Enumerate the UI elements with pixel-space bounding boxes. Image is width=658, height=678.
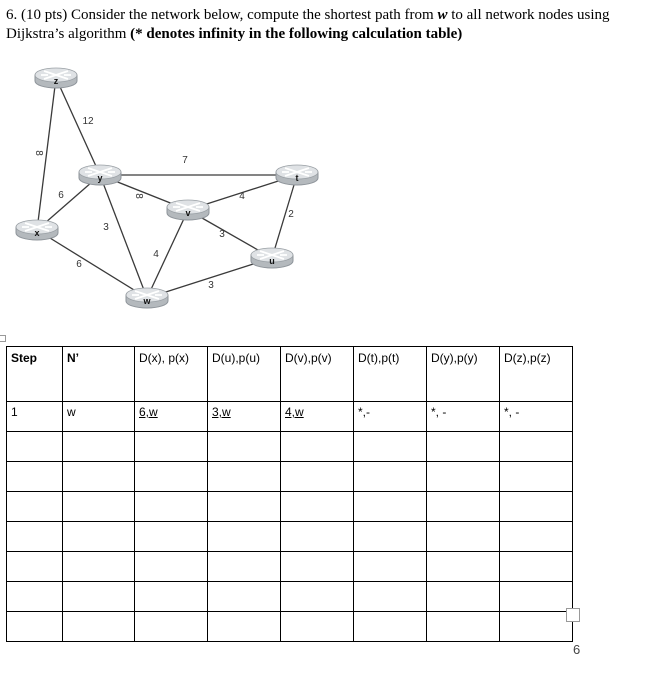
empty-cell[interactable] bbox=[354, 582, 427, 612]
empty-cell[interactable] bbox=[281, 462, 354, 492]
edge-weight-y-v: 8 bbox=[133, 193, 144, 199]
router-z bbox=[35, 68, 77, 88]
empty-cell[interactable] bbox=[427, 582, 500, 612]
infinity-note: (* denotes infinity in the following calculation table) bbox=[130, 26, 463, 42]
empty-cell[interactable] bbox=[500, 522, 573, 552]
edge-x-w bbox=[37, 230, 147, 298]
empty-cell[interactable] bbox=[7, 582, 63, 612]
empty-cell[interactable] bbox=[7, 552, 63, 582]
empty-cell[interactable] bbox=[208, 462, 281, 492]
empty-cell[interactable] bbox=[208, 522, 281, 552]
router-label-x: x bbox=[34, 228, 40, 238]
dijkstra-table bbox=[6, 346, 573, 642]
empty-cell[interactable] bbox=[208, 492, 281, 522]
anchor-marker bbox=[0, 335, 6, 342]
question-text-a: Consider the network below, compute the shortest path from bbox=[71, 7, 434, 23]
empty-cell[interactable] bbox=[63, 522, 135, 552]
empty-cell[interactable] bbox=[354, 492, 427, 522]
router-u bbox=[251, 248, 293, 268]
cell-dt[interactable]: *,- bbox=[354, 402, 427, 432]
empty-cell[interactable] bbox=[63, 432, 135, 462]
empty-cell[interactable] bbox=[281, 612, 354, 642]
empty-cell[interactable] bbox=[500, 612, 573, 642]
edge-weight-z-y: 12 bbox=[82, 116, 94, 127]
router-label-y: y bbox=[97, 173, 103, 183]
empty-cell[interactable] bbox=[427, 462, 500, 492]
empty-cell[interactable] bbox=[281, 432, 354, 462]
header-dx-px: D(x), p(x) bbox=[135, 347, 208, 402]
empty-cell[interactable] bbox=[354, 462, 427, 492]
table-row bbox=[7, 522, 573, 552]
table-row bbox=[7, 462, 573, 492]
table-row bbox=[7, 552, 573, 582]
source-node: w bbox=[437, 7, 448, 23]
edge-weight-v-t: 4 bbox=[239, 191, 245, 202]
empty-cell[interactable] bbox=[63, 612, 135, 642]
empty-cell[interactable] bbox=[281, 492, 354, 522]
edge-weight-w-u: 3 bbox=[208, 280, 214, 291]
empty-cell[interactable] bbox=[427, 432, 500, 462]
edge-weight-t-u: 2 bbox=[288, 209, 294, 220]
empty-cell[interactable] bbox=[63, 552, 135, 582]
question-points: (10 pts) bbox=[21, 7, 68, 23]
table-row bbox=[7, 492, 573, 522]
empty-cell[interactable] bbox=[135, 582, 208, 612]
cell-dv[interactable]: 4,w bbox=[281, 402, 354, 432]
empty-cell[interactable] bbox=[135, 492, 208, 522]
empty-cell[interactable] bbox=[63, 492, 135, 522]
empty-cell[interactable] bbox=[135, 552, 208, 582]
empty-cell[interactable] bbox=[7, 432, 63, 462]
empty-cell[interactable] bbox=[135, 462, 208, 492]
empty-cell[interactable] bbox=[354, 612, 427, 642]
edge-weight-y-x: 6 bbox=[58, 190, 64, 201]
table-header-row bbox=[7, 347, 573, 402]
router-label-t: t bbox=[295, 173, 299, 183]
table-row bbox=[7, 582, 573, 612]
router-t bbox=[276, 165, 318, 185]
edge-weight-v-u: 3 bbox=[219, 229, 225, 240]
empty-cell[interactable] bbox=[208, 582, 281, 612]
header-du-pu: D(u),p(u) bbox=[208, 347, 281, 402]
empty-cell[interactable] bbox=[7, 492, 63, 522]
empty-cell[interactable] bbox=[7, 522, 63, 552]
router-label-z: z bbox=[53, 76, 59, 86]
router-w bbox=[126, 288, 168, 308]
empty-cell[interactable] bbox=[427, 492, 500, 522]
header-step: Step bbox=[7, 347, 63, 402]
empty-cell[interactable] bbox=[500, 582, 573, 612]
cell-dx[interactable]: 6,w bbox=[135, 402, 208, 432]
empty-cell[interactable] bbox=[500, 462, 573, 492]
empty-cell[interactable] bbox=[7, 462, 63, 492]
table-row bbox=[7, 612, 573, 642]
empty-cell[interactable] bbox=[63, 462, 135, 492]
empty-cell[interactable] bbox=[281, 582, 354, 612]
header-n-prime: N’ bbox=[63, 347, 135, 402]
router-label-w: w bbox=[143, 296, 151, 306]
header-dz-pz: D(z),p(z) bbox=[500, 347, 573, 402]
empty-cell[interactable] bbox=[208, 612, 281, 642]
network-diagram bbox=[0, 60, 340, 320]
cell-step[interactable]: 1 bbox=[7, 402, 63, 432]
cell-n-prime[interactable]: w bbox=[63, 402, 135, 432]
edge-weight-y-t: 7 bbox=[182, 155, 188, 166]
question-text-b: to all network nodes using Dijkstra’s algorithm bbox=[6, 7, 610, 42]
page-number: 6 bbox=[573, 642, 581, 657]
empty-cell[interactable] bbox=[354, 552, 427, 582]
empty-cell[interactable] bbox=[135, 432, 208, 462]
edge-weight-y-w: 3 bbox=[103, 222, 109, 233]
empty-cell[interactable] bbox=[427, 552, 500, 582]
header-dy-py: D(y),p(y) bbox=[427, 347, 500, 402]
empty-cell[interactable] bbox=[427, 522, 500, 552]
cell-du[interactable]: 3,w bbox=[208, 402, 281, 432]
empty-cell[interactable] bbox=[135, 522, 208, 552]
table-row bbox=[7, 432, 573, 462]
header-dt-pt: D(t),p(t) bbox=[354, 347, 427, 402]
router-y bbox=[79, 165, 121, 185]
empty-cell[interactable] bbox=[7, 612, 63, 642]
cell-dy[interactable]: *, - bbox=[427, 402, 500, 432]
empty-cell[interactable] bbox=[63, 582, 135, 612]
empty-cell[interactable] bbox=[208, 432, 281, 462]
empty-cell[interactable] bbox=[354, 432, 427, 462]
empty-cell[interactable] bbox=[281, 552, 354, 582]
empty-cell[interactable] bbox=[281, 522, 354, 552]
edge-weight-v-w: 4 bbox=[153, 249, 159, 260]
empty-cell[interactable] bbox=[427, 612, 500, 642]
router-x bbox=[16, 220, 58, 240]
table-row bbox=[7, 402, 573, 432]
empty-cell[interactable] bbox=[208, 552, 281, 582]
empty-cell[interactable] bbox=[500, 552, 573, 582]
empty-cell[interactable] bbox=[500, 492, 573, 522]
empty-cell[interactable] bbox=[354, 522, 427, 552]
end-marker bbox=[566, 608, 580, 622]
router-label-u: u bbox=[269, 256, 275, 266]
empty-cell[interactable] bbox=[500, 432, 573, 462]
cell-dz[interactable]: *, - bbox=[500, 402, 573, 432]
router-v bbox=[167, 200, 209, 220]
empty-cell[interactable] bbox=[135, 612, 208, 642]
edge-weight-z-x: 8 bbox=[33, 150, 44, 156]
question-text bbox=[6, 6, 646, 44]
edge-weight-x-w: 6 bbox=[76, 259, 82, 270]
question-number: 6. bbox=[6, 7, 18, 23]
header-dv-pv: D(v),p(v) bbox=[281, 347, 354, 402]
router-label-v: v bbox=[185, 208, 191, 218]
